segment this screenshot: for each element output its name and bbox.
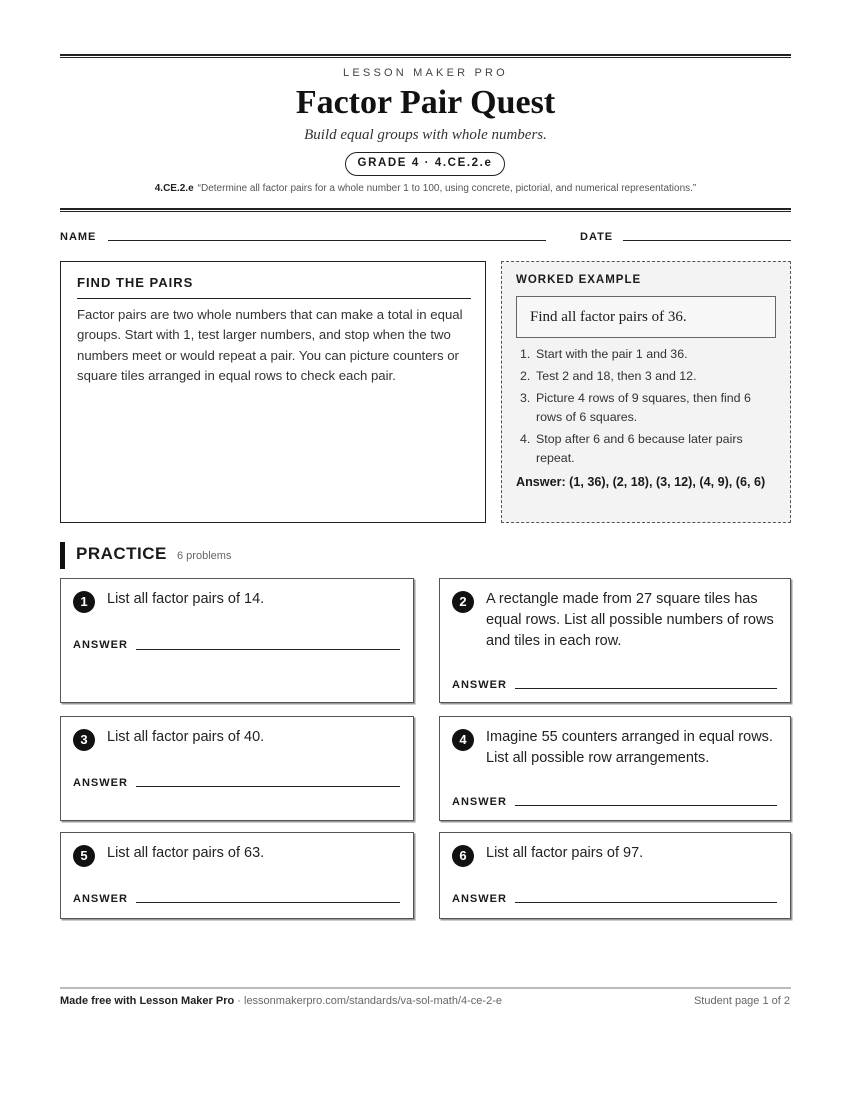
footer-page-number: Student page 1 of 2: [693, 995, 790, 1007]
step-item: [516, 389, 778, 427]
header-top-rule: [60, 54, 791, 58]
practice-count: 6 problems: [177, 550, 232, 562]
problem-card-4: [439, 716, 791, 821]
page-subtitle: Build equal groups with whole numbers.: [304, 127, 547, 143]
problem-text: A rectangle made from 27 square tiles has equal rows. List all possible numbers of rows and tiles in each row.: [486, 591, 774, 649]
step-text: Picture 4 rows of 9 squares, then find 6 rows of 6 squares.: [536, 391, 751, 424]
step-text: Test 2 and 18, then 3 and 12.: [536, 369, 697, 383]
step-item: [516, 430, 778, 468]
problem-text: Imagine 55 counters arranged in equal rows. List all possible row arrangements.: [486, 729, 773, 766]
problem-number-badge: 3: [73, 729, 95, 751]
problem-number-badge: 2: [452, 591, 474, 613]
problem-text: List all factor pairs of 14.: [107, 591, 265, 607]
problem-card-1: [60, 578, 414, 703]
step-item: [516, 367, 778, 386]
standard-line: [60, 183, 791, 194]
footer-made-with: Made free with Lesson Maker Pro: [60, 995, 235, 1007]
answer-label: ANSWER: [452, 796, 507, 808]
date-label: DATE: [580, 231, 614, 243]
header-bottom-rule: [60, 208, 791, 212]
answer-label: ANSWER: [73, 639, 128, 651]
brand-name: LESSON MAKER PRO: [343, 67, 508, 79]
answer-label: ANSWER: [73, 893, 128, 905]
find-pairs-divider: [77, 298, 471, 299]
grade-badge: GRADE 4 · 4.CE.2.e: [345, 152, 505, 176]
answer-field-4[interactable]: [515, 805, 777, 806]
worked-example-answer: Answer: (1, 36), (2, 18), (3, 12), (4, 9), (6, 6): [516, 475, 766, 489]
page-title: Factor Pair Quest: [295, 84, 556, 121]
step-item: [516, 345, 778, 364]
standard-text: “Determine all factor pairs for a whole number 1 to 100, using concrete, pictorial, and numerical representations.”: [197, 183, 697, 194]
step-text: Start with the pair 1 and 36.: [536, 347, 688, 361]
problem-text: List all factor pairs of 63.: [107, 845, 265, 861]
answer-field-6[interactable]: [515, 902, 777, 903]
worked-example-heading: WORKED EXAMPLE: [516, 274, 642, 286]
problem-number-badge: 1: [73, 591, 95, 613]
name-field[interactable]: [108, 240, 546, 241]
worked-example-problem: Find all factor pairs of 36.: [516, 296, 776, 338]
problem-number-badge: 6: [452, 845, 474, 867]
problem-card-5: [60, 832, 414, 919]
answer-label: ANSWER: [452, 679, 507, 691]
answer-field-3[interactable]: [136, 786, 400, 787]
problem-card-6: [439, 832, 791, 919]
answer-field-1[interactable]: [136, 649, 400, 650]
practice-accent-bar: [60, 542, 65, 569]
practice-title: PRACTICE: [76, 544, 167, 563]
find-pairs-heading: FIND THE PAIRS: [77, 275, 194, 290]
standard-code: 4.CE.2.e: [154, 183, 194, 194]
problem-text: List all factor pairs of 40.: [107, 729, 265, 745]
footer-rule: [60, 987, 791, 989]
problem-card-3: [60, 716, 414, 821]
date-field[interactable]: [623, 240, 791, 241]
step-number: 1.: [520, 347, 531, 361]
worked-example-steps: [516, 345, 778, 471]
answer-field-5[interactable]: [136, 902, 400, 903]
worked-example-box: [501, 261, 791, 523]
step-number: 4.: [520, 432, 531, 446]
step-number: 2.: [520, 369, 531, 383]
find-pairs-body: Factor pairs are two whole numbers that can make a total in equal groups. Start with 1, test larger numbers, and stop when the two numbers meet or would repeat a pair. You can picture counters or square tiles arranged in equal rows to check each pair.: [77, 307, 463, 383]
name-label: NAME: [60, 231, 97, 243]
footer-url[interactable]: · lessonmakerpro.com/standards/va-sol-math/4-ce-2-e: [234, 995, 502, 1007]
problem-number-badge: 4: [452, 729, 474, 751]
problem-number-badge: 5: [73, 845, 95, 867]
step-text: Stop after 6 and 6 because later pairs repeat.: [536, 432, 743, 465]
problem-text: List all factor pairs of 97.: [486, 845, 644, 861]
step-number: 3.: [520, 391, 531, 405]
find-pairs-box: [60, 261, 486, 523]
problem-card-2: [439, 578, 791, 703]
answer-field-2[interactable]: [515, 688, 777, 689]
answer-label: ANSWER: [73, 777, 128, 789]
footer-credit: [60, 995, 502, 1007]
answer-label: ANSWER: [452, 893, 507, 905]
